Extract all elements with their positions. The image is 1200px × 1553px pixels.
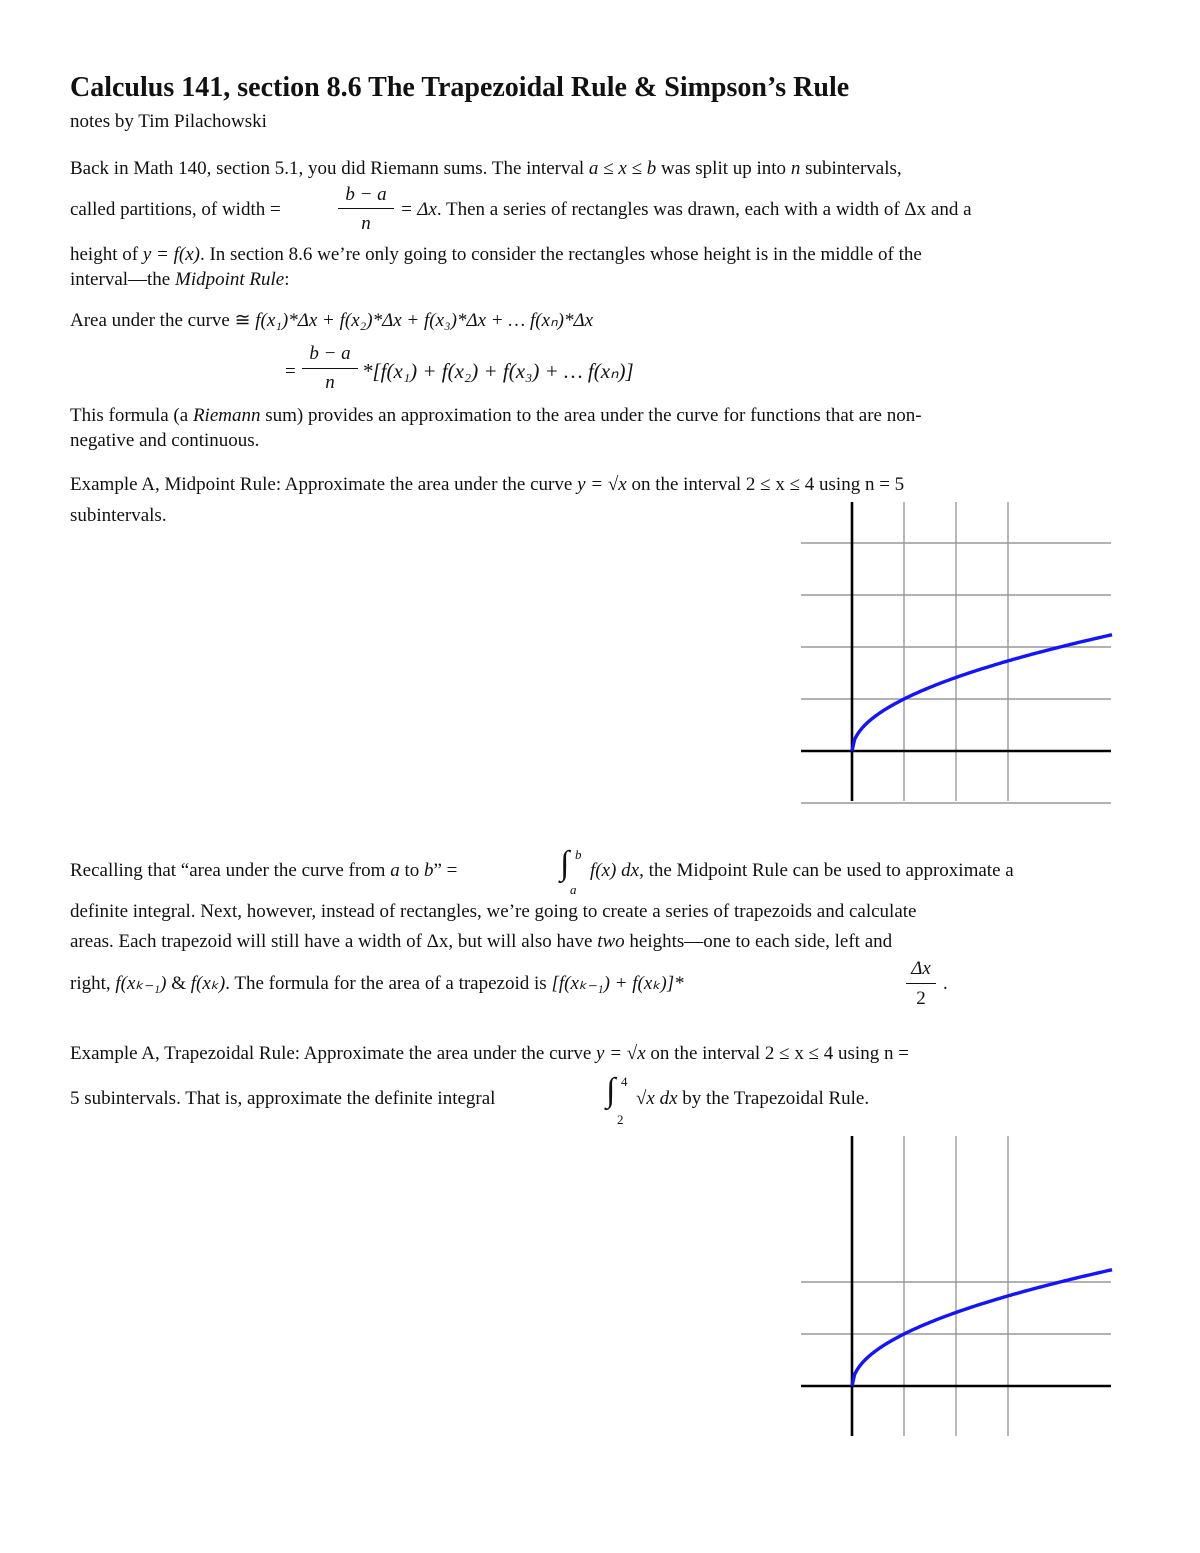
intro-line-4 (70, 268, 290, 292)
recall-text: heights—one to each side, left and (624, 931, 893, 952)
right-height: f(xₖ) (190, 973, 226, 994)
recall-text: & (166, 973, 191, 994)
intro-text: was split up into (656, 158, 791, 179)
sqrt-graph-trapezoidal (797, 1134, 1117, 1439)
trap-fraction-numerator: Δx (911, 958, 931, 979)
sqrt-curve (852, 1270, 1112, 1386)
function-definition: y = f(x) (142, 244, 200, 265)
recall-text: , the Midpoint Rule can be used to approximate a (639, 860, 1014, 881)
sqrt-graph-midpoint (797, 498, 1117, 808)
trap-fraction-denominator: 2 (916, 988, 926, 1009)
example-text: on the interval 2 ≤ x ≤ 4 using n = (645, 1043, 909, 1064)
fraction-bar (338, 208, 394, 209)
sqrt-function: y = √x (577, 474, 627, 495)
intro-text: height of (70, 244, 143, 265)
equals-sign: = (269, 199, 281, 220)
area-formula-line (70, 309, 593, 333)
example-text: Example A, Midpoint Rule: Approximate the area under the curve (70, 474, 578, 495)
integral-sign: ∫ (606, 1072, 616, 1109)
b-variable: b (424, 860, 434, 881)
two-emphasis: two (597, 931, 625, 952)
intro-text: Back in Math 140, section 5.1, you did Riemann sums. The interval (70, 158, 589, 179)
grid-lines (801, 1136, 1111, 1436)
lower-limit: a (570, 882, 577, 897)
intro-text: called partitions, of width (70, 199, 270, 220)
upper-limit: b (575, 847, 582, 862)
intro-line-1 (70, 157, 902, 181)
recall-text: ” = (433, 860, 458, 881)
formula-fraction-numerator: b − a (309, 343, 351, 364)
riemann-note-line-2: negative and continuous. (70, 430, 260, 451)
recall-text: right, (70, 973, 116, 994)
page-title: Calculus 141, section 8.6 The Trapezoidal Rule & Simpson’s Rule (70, 72, 850, 103)
width-fraction-numerator: b − a (345, 184, 387, 205)
recall-text: . The formula for the area of a trapezoid is (225, 973, 552, 994)
riemann-note-line-1 (70, 404, 922, 428)
lower-limit: 2 (617, 1112, 624, 1127)
period: . (943, 973, 948, 994)
example-trap-line-2-end (636, 1087, 869, 1111)
example-trap-line-1 (70, 1042, 909, 1066)
riemann-sum-factored: *[f(x₁) + f(x₂) + f(x₃) + … f(xₙ)] (362, 359, 634, 383)
recall-line-2: definite integral. Next, however, instead of rectangles, we’re going to create a series of trapezoids and calculate (70, 901, 917, 922)
example-midpoint-line-2: subintervals. (70, 505, 167, 526)
note-text: sum) provides an approximation to the area under the curve for functions that are non- (260, 405, 922, 426)
trapezoid-formula: [f(xₖ₋₁) + f(xₖ)]* (551, 973, 684, 994)
integral-sign: ∫ (560, 845, 570, 882)
recall-text: to (399, 860, 424, 881)
riemann-sum-expression: f(x₁)*Δx + f(x₂)*Δx + f(x₃)*Δx + … f(xₙ)*Δx (255, 310, 594, 331)
a-variable: a (390, 860, 400, 881)
example-trap-line-2-start: 5 subintervals. That is, approximate the definite integral (70, 1088, 496, 1109)
example-text: on the interval 2 ≤ x ≤ 4 using n = 5 (626, 474, 905, 495)
example-text: by the Trapezoidal Rule. (677, 1088, 870, 1109)
intro-line-3 (70, 243, 922, 267)
upper-limit: 4 (621, 1074, 628, 1089)
intro-line-2-start (70, 198, 281, 222)
left-height: f(xₖ₋₁) (115, 973, 167, 994)
fraction-bar (906, 983, 936, 984)
note-text: This formula (a (70, 405, 193, 426)
width-fraction-denominator: n (361, 213, 371, 234)
equals-sign: = (285, 361, 296, 382)
integrand: √x dx (636, 1088, 678, 1109)
intro-text: : (284, 269, 290, 290)
interval-inequality: a ≤ x ≤ b (588, 158, 657, 179)
intro-line-2-end (400, 198, 972, 222)
recall-line-4 (70, 972, 684, 996)
recall-text: areas. Each trapezoid will still have a width of Δx, but will also have (70, 931, 598, 952)
example-midpoint-line-1 (70, 473, 904, 497)
recall-line-1-end (590, 859, 1014, 883)
integrand: f(x) dx (590, 860, 640, 881)
formula-fraction-denominator: n (325, 372, 335, 393)
fraction-bar (302, 368, 358, 369)
recall-text: Recalling that “area under the curve from (70, 860, 391, 881)
formula-label: Area under the curve ≅ (70, 310, 256, 331)
sqrt-function: y = √x (596, 1043, 646, 1064)
author-line: notes by Tim Pilachowski (70, 111, 267, 132)
intro-text: . Then a series of rectangles was drawn, each with a width of Δx and a (436, 199, 972, 220)
intro-text: subintervals, (800, 158, 902, 179)
delta-x-equation: = Δx (400, 199, 437, 220)
midpoint-rule-term: Midpoint Rule (175, 269, 285, 290)
n-variable: n (790, 158, 801, 179)
recall-line-3 (70, 930, 892, 954)
sqrt-curve (852, 635, 1112, 751)
intro-text: interval—the (70, 269, 175, 290)
grid-lines (801, 502, 1111, 803)
intro-text: . In section 8.6 we’re only going to consider the rectangles whose height is in the middle of the (199, 244, 922, 265)
example-text: Example A, Trapezoidal Rule: Approximate the area under the curve (70, 1043, 597, 1064)
recall-line-1-start (70, 859, 457, 883)
riemann-term: Riemann (192, 405, 261, 426)
